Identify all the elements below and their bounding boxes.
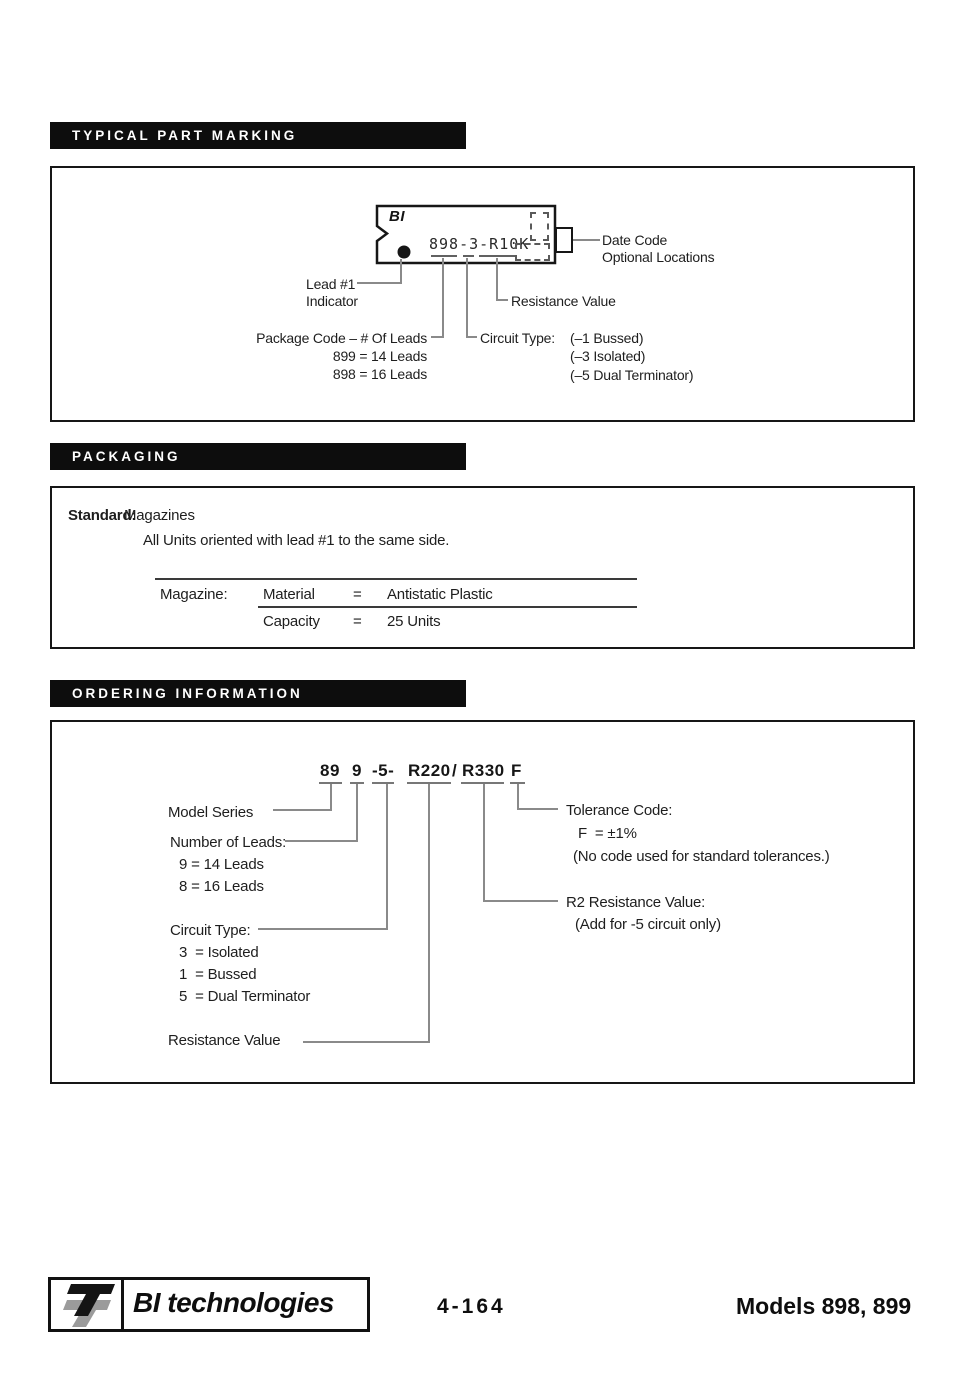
date-code-tab-box bbox=[555, 227, 573, 253]
section-title: TYPICAL PART MARKING bbox=[72, 128, 298, 143]
circuit-type-vline bbox=[386, 784, 388, 930]
circuit-type-heading: Circuit Type: bbox=[480, 330, 555, 346]
resistance-connector-vline bbox=[496, 258, 498, 301]
code-resistance-1: R220 bbox=[408, 761, 451, 780]
code-slash: / bbox=[452, 761, 458, 780]
tt-logo-black-bar bbox=[67, 1284, 115, 1294]
marking-underline-package bbox=[431, 255, 457, 257]
page-number: 4-164 bbox=[437, 1295, 506, 1318]
footer-models: Models 898, 899 bbox=[736, 1293, 912, 1319]
number-of-leads-heading: Number of Leads: bbox=[170, 834, 287, 851]
resistance-value-label: Resistance Value bbox=[511, 293, 616, 309]
code-underline-circuit bbox=[372, 782, 394, 784]
tt-logo-icon bbox=[55, 1282, 117, 1328]
number-of-leads-option-2: 8 = 16 Leads bbox=[179, 878, 264, 895]
brand-name: BI technologies bbox=[133, 1287, 334, 1318]
r2-resistance-vline bbox=[483, 784, 485, 902]
number-of-leads-hline bbox=[285, 840, 358, 842]
number-of-leads-option-1: 9 = 14 Leads bbox=[179, 856, 264, 873]
ordering-circuit-type-option-1: 3 = Isolated bbox=[179, 944, 259, 961]
number-of-leads-vline bbox=[356, 784, 358, 842]
circuit-type-option-2: (–3 Isolated) bbox=[570, 348, 646, 364]
section-header-packaging bbox=[50, 443, 466, 470]
circuit-type-option-3: (–5 Dual Terminator) bbox=[570, 367, 694, 383]
r2-resistance-note: (Add for -5 circuit only) bbox=[575, 916, 721, 933]
package-code-connector-hline bbox=[431, 336, 442, 338]
r2-resistance-heading: R2 Resistance Value: bbox=[566, 894, 706, 911]
model-series-label: Model Series bbox=[168, 804, 254, 821]
date-code-label-line2: Optional Locations bbox=[602, 249, 715, 265]
tolerance-code-note: (No code used for standard tolerances.) bbox=[573, 848, 830, 865]
chip-marking-text: 898-3-R10K bbox=[429, 235, 530, 253]
resistance-connector-hline bbox=[496, 299, 508, 301]
package-code-option-2: 898 = 16 Leads bbox=[332, 366, 427, 382]
package-code-heading: Package Code – # Of Leads bbox=[256, 330, 427, 346]
date-code-connector-line bbox=[573, 239, 600, 241]
lead1-indicator-dot bbox=[398, 246, 411, 259]
model-series-vline bbox=[330, 784, 332, 811]
circuit-type-connector-hline bbox=[466, 336, 477, 338]
section-title: ORDERING INFORMATION bbox=[72, 686, 303, 701]
circuit-type-option-1: (–1 Bussed) bbox=[570, 330, 644, 346]
date-code-label-line1: Date Code bbox=[602, 232, 668, 248]
packaging-table-rule-top bbox=[155, 578, 637, 580]
ordering-resistance-value-label: Resistance Value bbox=[168, 1032, 281, 1049]
packaging-standard-label: Standard: bbox=[68, 507, 137, 524]
tolerance-code-heading: Tolerance Code: bbox=[566, 802, 673, 819]
lead1-label-line2: Indicator bbox=[306, 293, 358, 309]
ordering-circuit-type-heading: Circuit Type: bbox=[170, 922, 251, 939]
tolerance-vline bbox=[517, 784, 519, 810]
capacity-name: Capacity bbox=[263, 613, 320, 630]
resistance-value-hline bbox=[303, 1041, 430, 1043]
tolerance-hline bbox=[517, 808, 558, 810]
material-name: Material bbox=[263, 586, 315, 603]
packaging-table-rule-mid bbox=[258, 606, 637, 608]
code-number-of-leads: 9 bbox=[352, 761, 362, 780]
date-code-location-box-top bbox=[530, 212, 549, 241]
tolerance-code-value: F = ±1% bbox=[578, 825, 637, 842]
packaging-standard-value: Magazines bbox=[124, 507, 195, 524]
ordering-circuit-type-option-2: 1 = Bussed bbox=[179, 966, 257, 983]
section-header-ordering-information bbox=[50, 680, 466, 707]
marking-underline-circuit bbox=[463, 255, 474, 257]
code-resistance-2: R330 bbox=[462, 761, 505, 780]
chip-brand-logo: BI bbox=[389, 208, 405, 225]
lead1-connector-hline bbox=[357, 282, 402, 284]
marking-underline-resistance bbox=[479, 255, 517, 257]
code-tolerance: F bbox=[511, 761, 522, 780]
section-title: PACKAGING bbox=[72, 449, 181, 464]
circuit-type-connector-vline bbox=[466, 258, 468, 338]
packaging-orientation-note: All Units oriented with lead #1 to the same side. bbox=[143, 532, 450, 549]
material-equals: = bbox=[353, 586, 362, 603]
model-series-hline bbox=[273, 809, 332, 811]
footer-logo-box bbox=[48, 1277, 370, 1332]
magazine-row-label: Magazine: bbox=[160, 586, 228, 603]
date-code-location-box-bottom bbox=[515, 243, 550, 261]
code-model-series: 89 bbox=[320, 761, 340, 780]
ordering-circuit-type-option-3: 5 = Dual Terminator bbox=[179, 988, 311, 1005]
capacity-value: 25 Units bbox=[387, 613, 441, 630]
resistance-value-vline bbox=[428, 784, 430, 1043]
package-code-option-1: 899 = 14 Leads bbox=[332, 348, 427, 364]
circuit-type-hline bbox=[258, 928, 388, 930]
section-header-typical-part-marking bbox=[50, 122, 466, 149]
lead1-label-line1: Lead #1 bbox=[306, 276, 356, 292]
package-code-connector-vline bbox=[442, 258, 444, 338]
lead1-connector-vline bbox=[400, 259, 402, 284]
material-value: Antistatic Plastic bbox=[387, 586, 493, 603]
r2-resistance-hline bbox=[483, 900, 558, 902]
footer-logo-divider bbox=[121, 1280, 124, 1329]
capacity-equals: = bbox=[353, 613, 362, 630]
code-circuit-type: -5- bbox=[372, 761, 395, 780]
